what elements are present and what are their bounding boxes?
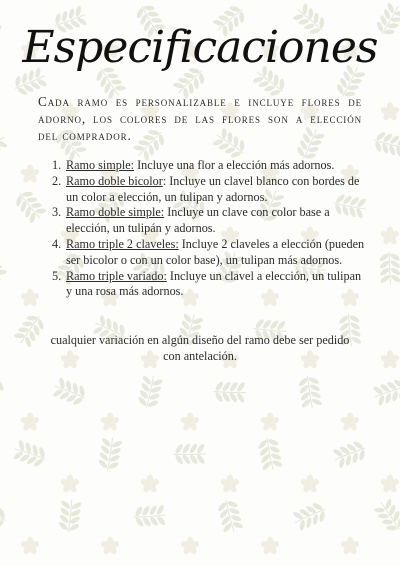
blossom-icon	[340, 412, 360, 431]
item-term: Ramo doble bicolor	[66, 173, 163, 188]
leaf-sprig-icon	[0, 248, 9, 287]
leaf-sprig-icon	[11, 438, 49, 470]
item-description: Incluye una flor a elección más adornos.	[134, 158, 335, 172]
item-term: Ramo triple variado:	[66, 268, 167, 283]
leaf-sprig-icon	[96, 436, 123, 471]
blossom-icon	[380, 226, 400, 245]
leaf-sprig-icon	[256, 436, 284, 472]
leaf-sprig-icon	[136, 374, 165, 410]
item-description: Incluye un clavel a elección, un tulipan y una rosa más adornos.	[66, 268, 362, 299]
blossom-icon	[20, 164, 40, 183]
blossom-icon	[20, 412, 40, 431]
leaf-sprig-icon	[297, 374, 324, 409]
item-number: 3.	[52, 205, 62, 220]
item-number: 2.	[52, 173, 62, 188]
leaf-sprig-icon	[51, 376, 89, 409]
leaf-sprig-icon	[372, 129, 400, 159]
leaf-sprig-icon	[371, 376, 400, 407]
blossom-icon	[340, 536, 360, 555]
leaf-sprig-icon	[372, 496, 400, 535]
footer-note: cualquier variación en algún diseño del ramo debe ser pedido con antelación.	[50, 333, 350, 363]
list-item	[52, 269, 370, 301]
intro-paragraph: Cada ramo es personalizable e incluye flores de adorno, los colores de las flores son a elección del comprador.	[38, 94, 362, 143]
blossom-icon	[380, 102, 400, 121]
leaf-sprig-icon	[57, 499, 83, 534]
item-term: Ramo doble simple:	[66, 205, 165, 220]
item-description: Incluye un clave con color base a elección, un tulipán y adornos.	[66, 205, 330, 236]
blossom-icon	[180, 412, 200, 431]
blossom-icon	[20, 288, 40, 307]
blossom-icon	[100, 412, 120, 431]
leaf-sprig-icon	[213, 380, 246, 403]
blossom-icon	[100, 536, 120, 555]
item-term: Ramo triple 2 claveles:	[66, 236, 179, 251]
ramo-list	[52, 158, 370, 300]
list-item	[52, 158, 370, 174]
leaf-sprig-icon	[133, 504, 167, 529]
leaf-sprig-icon	[0, 372, 8, 411]
item-term: Ramo simple:	[66, 158, 135, 172]
item-description: Incluye 2 claveles a elección (pueden ser bicolor o con un color base), un tulipan más adornos.	[66, 236, 365, 267]
item-description: : Incluye un clavel blanco con bordes de un color a elección, un tulipan y adornos.	[66, 173, 360, 204]
blossom-icon	[380, 474, 400, 493]
leaf-sprig-icon	[0, 501, 9, 531]
list-item	[52, 237, 370, 269]
blossom-icon	[220, 474, 240, 493]
leaf-sprig-icon	[12, 310, 49, 349]
leaf-sprig-icon	[11, 186, 49, 225]
leaf-sprig-icon	[174, 443, 207, 466]
item-number: 1.	[52, 158, 62, 172]
blossom-icon	[60, 474, 80, 493]
leaf-sprig-icon	[215, 498, 245, 535]
blossom-icon	[380, 350, 400, 369]
list-item	[52, 174, 370, 206]
page-title: Especificaciones	[22, 22, 378, 73]
blossom-icon	[260, 412, 280, 431]
leaf-sprig-icon	[291, 499, 330, 533]
leaf-sprig-icon	[0, 127, 9, 161]
item-number: 4.	[52, 236, 62, 251]
blossom-icon	[140, 474, 160, 493]
list-item	[52, 205, 370, 237]
leaf-sprig-icon	[378, 251, 400, 284]
leaf-sprig-icon	[331, 438, 369, 470]
blossom-icon	[300, 474, 320, 493]
item-number: 5.	[52, 268, 62, 283]
blossom-icon	[180, 536, 200, 555]
blossom-icon	[20, 536, 40, 555]
blossom-icon	[260, 536, 280, 555]
